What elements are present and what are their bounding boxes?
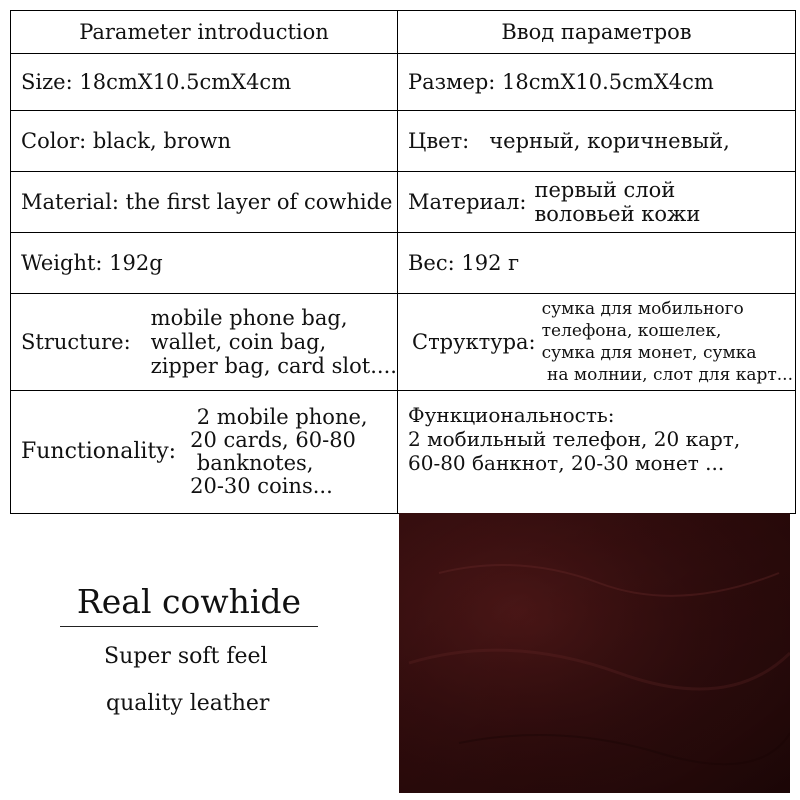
- material-ru-line: воловьей кожи: [534, 202, 701, 226]
- table-row: [11, 54, 796, 111]
- material-ru-line: первый слой: [534, 178, 676, 202]
- structure-ru: [398, 294, 796, 391]
- header-en: Parameter introduction: [11, 11, 398, 54]
- material-ru-label: Материал:: [408, 190, 527, 214]
- structure-ru-line: телефона, кошелек,: [541, 321, 722, 341]
- functionality-ru: [398, 391, 796, 514]
- spec-table: [10, 10, 796, 514]
- header-ru: Ввод параметров: [398, 11, 796, 54]
- table-row: [11, 294, 796, 391]
- functionality-ru-line: 60-80 банкнот, 20-30 монет ...: [408, 451, 725, 475]
- material-ru: [398, 172, 796, 233]
- promo-tagline-quality: quality leather: [106, 691, 270, 716]
- structure-ru-line: сумка для мобильного: [541, 299, 744, 319]
- functionality-en-line: banknotes,: [190, 451, 314, 475]
- structure-en-line: wallet, coin bag,: [150, 330, 327, 354]
- table-header-row: [11, 11, 796, 54]
- color-ru: Цвет: черный, коричневый,: [398, 111, 796, 172]
- functionality-en-label: Functionality:: [21, 439, 177, 464]
- table-row: [11, 233, 796, 294]
- functionality-en: [11, 391, 398, 514]
- structure-en-line: mobile phone bag,: [150, 306, 348, 330]
- structure-en: [11, 294, 398, 391]
- structure-en-label: Structure:: [21, 330, 131, 354]
- structure-ru-line: сумка для монет, сумка: [541, 343, 757, 363]
- size-ru: Размер: 18cmX10.5cmX4cm: [398, 54, 796, 111]
- leather-swatch-image: [399, 513, 790, 793]
- headline-divider: [60, 626, 318, 627]
- functionality-ru-line: 2 мобильный телефон, 20 карт,: [408, 427, 741, 451]
- structure-ru-label: Структура:: [412, 330, 536, 354]
- functionality-en-line: 20-30 coins...: [190, 474, 333, 498]
- material-en: Material: the first layer of cowhide: [11, 172, 398, 233]
- weight-ru: Вес: 192 г: [398, 233, 796, 294]
- leather-texture: [399, 513, 790, 793]
- promo-tagline-soft: Super soft feel: [104, 644, 268, 669]
- color-en: Color: black, brown: [11, 111, 398, 172]
- functionality-en-line: 2 mobile phone,: [190, 405, 368, 429]
- structure-ru-line: на молнии, слот для карт...: [541, 365, 793, 385]
- promo-headline: Real cowhide: [76, 582, 302, 621]
- table-row: [11, 172, 796, 233]
- size-en: Size: 18cmX10.5cmX4cm: [11, 54, 398, 111]
- functionality-en-line: 20 cards, 60-80: [190, 428, 356, 452]
- table-row: [11, 391, 796, 514]
- functionality-ru-line: Функциональность:: [408, 403, 615, 427]
- table-row: [11, 111, 796, 172]
- structure-en-line: zipper bag, card slot....: [150, 354, 397, 378]
- weight-en: Weight: 192g: [11, 233, 398, 294]
